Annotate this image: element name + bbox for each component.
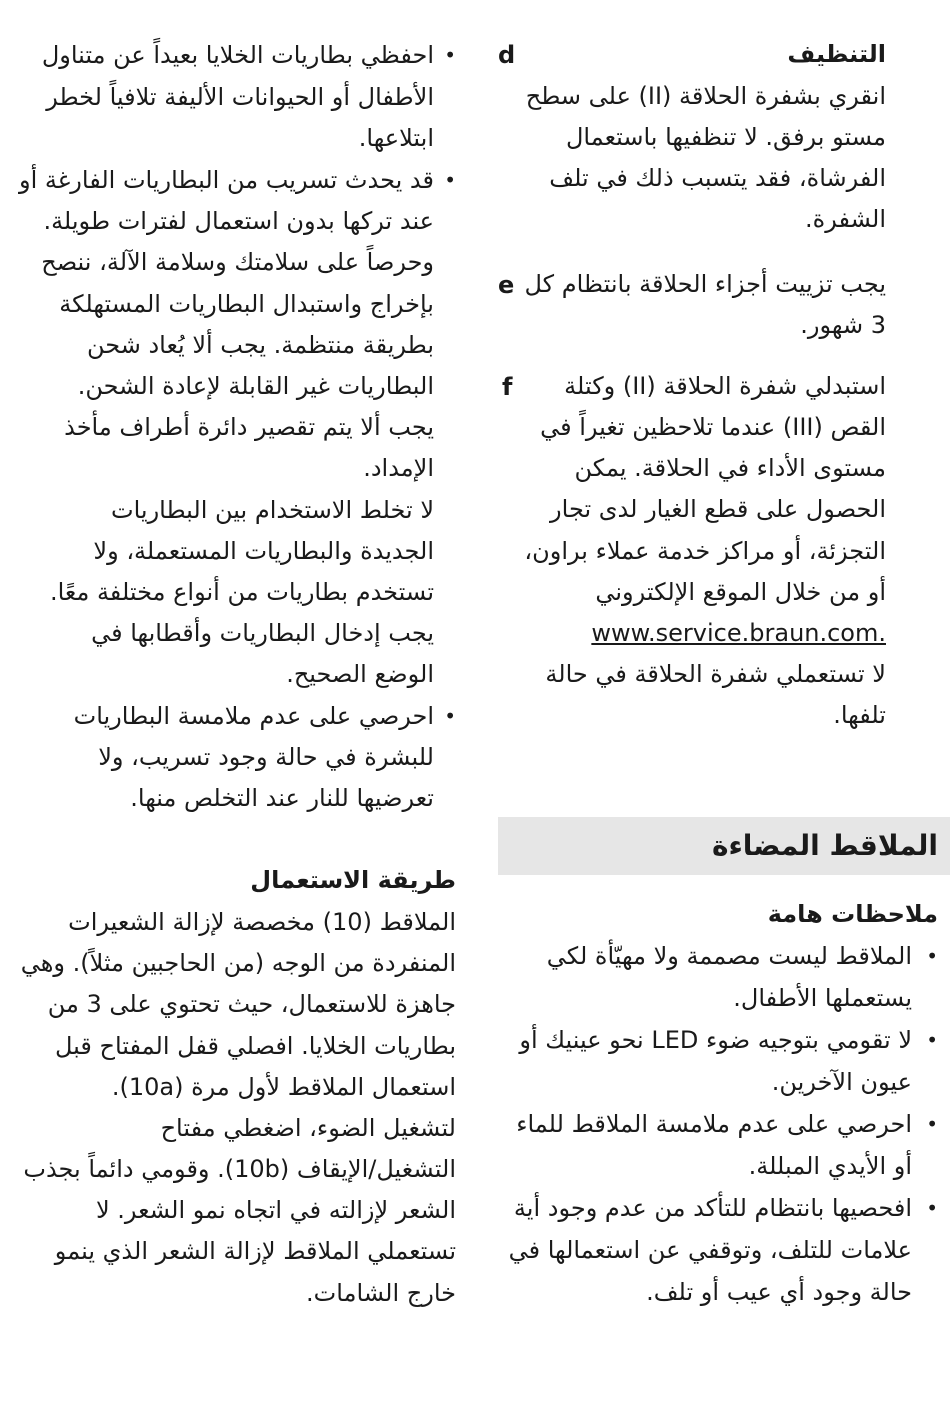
- cleaning-heading: التنظيف: [787, 40, 886, 68]
- note-line: لا تقومي بتوجيه ضوء LED نحو عينيك أو: [519, 1026, 912, 1054]
- note-line: افحصيها بانتظام للتأكد من عدم وجود أية: [513, 1194, 912, 1222]
- battery-line: الجديدة والبطاريات المستعملة، ولا: [93, 537, 434, 565]
- step-f-line: التجزئة، أو مراكز خدمة عملاء براون،: [524, 537, 886, 565]
- bullet-icon: •: [926, 1196, 938, 1220]
- battery-line: قد يحدث تسريب من البطاريات الفارغة أو: [18, 166, 434, 194]
- note-line: أو الأيدي المبللة.: [748, 1152, 912, 1180]
- battery-line: تستخدم بطاريات من أنواع مختلفة معًا.: [49, 578, 434, 606]
- battery-line: بإخراج واستبدال البطاريات المستهلكة: [59, 290, 434, 318]
- step-f-marker: f: [502, 373, 513, 401]
- usage-line: لتشغيل الضوء، اضغطي مفتاح: [160, 1114, 456, 1142]
- battery-line: للبشرة في حالة وجود تسريب، ولا: [98, 743, 434, 771]
- step-d-line: انقري بشفرة الحلاقة (II) على سطح: [525, 82, 886, 110]
- service-url-link[interactable]: www.service.braun.com.: [591, 619, 886, 647]
- usage-line: بطاريات الخلايا. افصلي قفل المفتاح قبل: [54, 1032, 456, 1060]
- note-line: عيون الآخرين.: [771, 1068, 912, 1096]
- step-f-line: تلفها.: [833, 701, 886, 729]
- battery-line: الإمداد.: [363, 454, 434, 482]
- note-line: يستعملها الأطفال.: [733, 984, 912, 1012]
- step-d-line: الفرشاة، فقد يتسبب ذلك في تلف: [549, 164, 886, 192]
- bullet-icon: •: [926, 1028, 938, 1052]
- battery-line: احرصي على عدم ملامسة البطاريات: [73, 702, 434, 730]
- section-title: الملاقط المضاءة: [711, 829, 938, 862]
- usage-line: المنفردة من الوجه (من الحاجبين مثلاً). وهي: [20, 949, 456, 977]
- note-line: علامات للتلف، وتوقفي عن استعمالها في: [508, 1236, 912, 1264]
- step-d-marker: d: [498, 41, 516, 69]
- step-d-line: الشفرة.: [805, 205, 886, 233]
- bullet-icon: •: [926, 1112, 938, 1136]
- step-f-line: أو من خلال الموقع الإلكتروني: [595, 578, 886, 606]
- battery-line: الأطفال أو الحيوانات الأليفة تلافياً لخطر: [46, 83, 434, 111]
- step-f-line: استبدلي شفرة الحلاقة (II) وكتلة: [564, 372, 886, 400]
- bullet-icon: •: [444, 704, 456, 728]
- usage-line: الشعر لإزالته في اتجاه نمو الشعر. لا: [95, 1196, 456, 1224]
- usage-line: تستعملي الملاقط لإزالة الشعر الذي ينمو: [54, 1237, 456, 1265]
- section-header-bar: [498, 817, 950, 875]
- battery-line: تعرضيها للنار عند التخلص منها.: [130, 784, 434, 812]
- usage-line: التشغيل/الإيقاف (10b). وقومي دائماً بجذب: [23, 1155, 456, 1183]
- battery-line: احفظي بطاريات الخلايا بعيداً عن متناول: [41, 41, 434, 69]
- bullet-icon: •: [444, 168, 456, 192]
- battery-line: يجب ألا يتم تقصير دائرة أطراف مأخذ: [64, 413, 434, 441]
- bullet-icon: •: [926, 944, 938, 968]
- battery-line: البطاريات غير القابلة لإعادة الشحن.: [77, 372, 434, 400]
- note-line: الملاقط ليست مصممة ولا مهيّأة لكي: [546, 942, 912, 970]
- step-f-line: لا تستعملي شفرة الحلاقة في حالة: [545, 660, 886, 688]
- step-e-line: يجب تزييت أجزاء الحلاقة بانتظام كل: [524, 270, 886, 298]
- usage-line: خارج الشامات.: [306, 1279, 456, 1307]
- battery-line: لا تخلط الاستخدام بين البطاريات: [110, 496, 434, 524]
- battery-line: الوضع الصحيح.: [286, 660, 434, 688]
- step-f-line: الحصول على قطع الغيار لدى تجار: [550, 495, 886, 523]
- battery-line: يجب إدخال البطاريات وأقطابها في: [91, 619, 434, 647]
- notes-heading: ملاحظات هامة: [767, 900, 938, 928]
- usage-line: الملاقط (10) مخصصة لإزالة الشعيرات: [68, 908, 456, 936]
- step-e-line: 3 شهور.: [800, 311, 886, 339]
- battery-line: ابتلاعها.: [358, 124, 434, 152]
- step-e-marker: e: [498, 271, 515, 299]
- usage-line: جاهزة للاستعمال، حيث تحتوي على 3 من: [47, 990, 456, 1018]
- usage-line: استعمال الملاقط لأول مرة (10a).: [111, 1073, 456, 1101]
- battery-line: عند تركها بدون استعمال لفترات طويلة.: [43, 207, 434, 235]
- step-f-line: مستوى الأداء في الحلاقة. يمكن: [574, 454, 886, 482]
- step-d-line: مستو برفق. لا تنظفيها باستعمال: [565, 123, 886, 151]
- bullet-icon: •: [444, 43, 456, 67]
- note-line: حالة وجود أي عيب أو تلف.: [646, 1278, 912, 1306]
- step-f-line: القص (III) عندما تلاحظين تغيراً في: [540, 413, 886, 441]
- battery-line: وحرصاً على سلامتك وسلامة الآلة، ننصح: [41, 248, 434, 276]
- battery-line: بطريقة منتظمة. يجب ألا يُعاد شحن: [86, 331, 434, 359]
- usage-heading: طريقة الاستعمال: [250, 866, 456, 894]
- note-line: احرصي على عدم ملامسة الملاقط للماء: [516, 1110, 912, 1138]
